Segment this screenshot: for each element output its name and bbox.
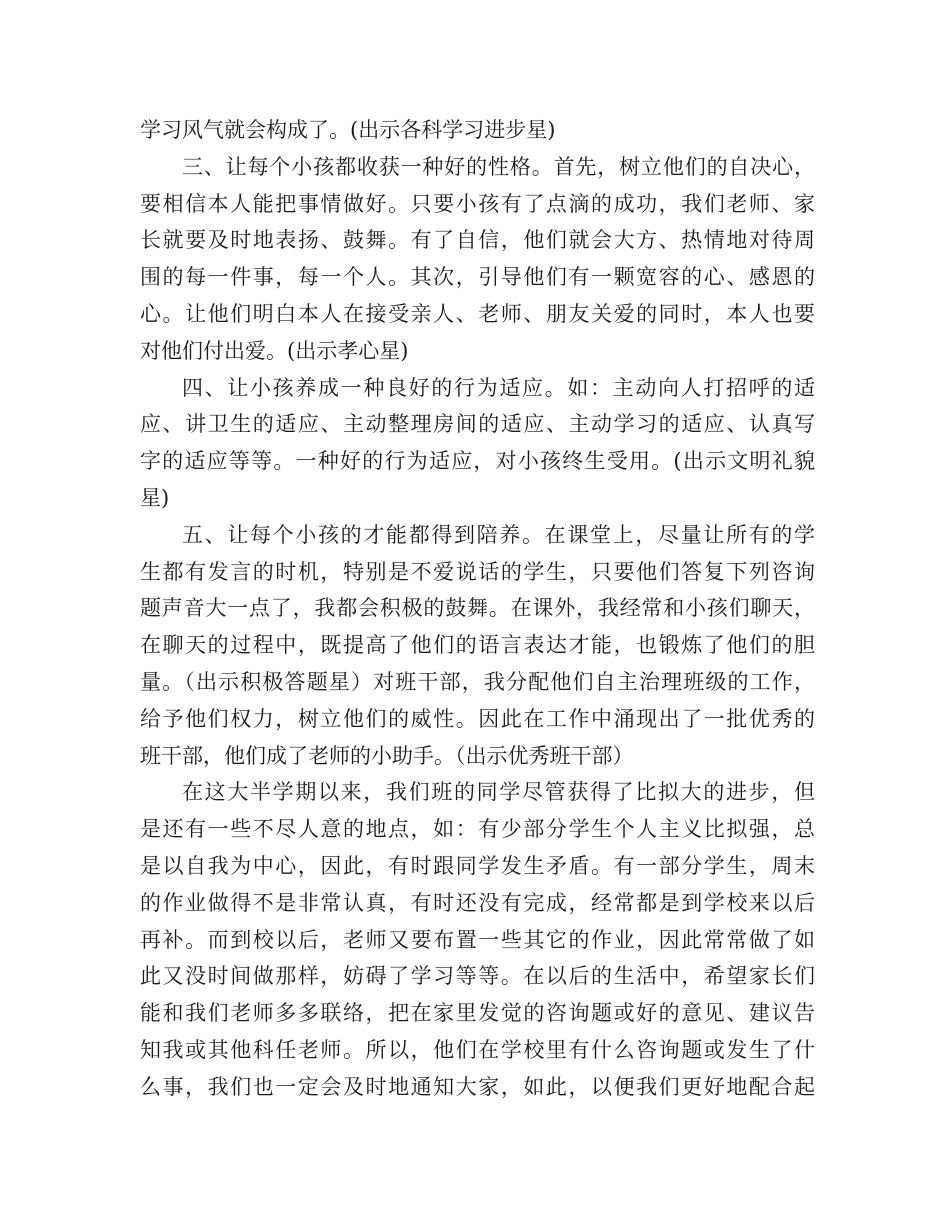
text-line: 班干部，他们成了老师的小助手。（出示优秀班干部）	[140, 743, 634, 768]
text-line: 量。（出示积极答题星）对班干部，我分配他们自主治理班级的工作，	[140, 669, 815, 694]
text-line: 长就要及时地表扬、鼓舞。有了自信，他们就会大方、热情地对待周	[140, 228, 815, 253]
text-line: 知我或其他科任老师。所以，他们在学校里有什么咨询题或发生了什	[140, 1037, 815, 1062]
text-line: 的作业做得不是非常认真，有时还没有完成，经常都是到学校来以后	[140, 890, 815, 915]
text-line: 再补。而到校以后，老师又要布置一些其它的作业，因此常常做了如	[140, 927, 815, 952]
text-line: 五、让每个小孩的才能都得到陪养。在课堂上，尽量让所有的学	[182, 522, 815, 547]
text-line: 四、让小孩养成一种良好的行为适应。如：主动向人打招呼的适	[182, 375, 815, 400]
text-line: 对他们付出爱。(出示孝心星)	[140, 338, 409, 363]
text-line: 学习风气就会构成了。(出示各科学习进步星)	[140, 118, 556, 142]
document-body	[140, 112, 815, 1106]
text-line: 给予他们权力，树立他们的威性。因此在工作中涌现出了一批优秀的	[140, 706, 815, 731]
text-line: 是以自我为中心，因此，有时跟同学发生矛盾。有一部分学生，周末	[140, 853, 815, 878]
text-line: 题声音大一点了，我都会积极的鼓舞。在课外，我经常和小孩们聊天，	[140, 596, 815, 621]
text-line: 能和我们老师多多联络，把在家里发觉的咨询题或好的意见、建议告	[140, 1001, 815, 1026]
text-line: 要相信本人能把事情做好。只要小孩有了点滴的成功，我们老师、家	[140, 191, 815, 216]
text-line: 字的适应等等。一种好的行为适应，对小孩终生受用。(出示文明礼貌	[140, 449, 815, 474]
text-line: 三、让每个小孩都收获一种好的性格。首先，树立他们的自决心，	[182, 154, 815, 179]
text-line: 在这大半学期以来，我们班的同学尽管获得了比拟大的进步，但	[182, 780, 815, 805]
text-line: 心。让他们明白本人在接受亲人、老师、朋友关爱的同时，本人也要	[140, 301, 815, 326]
text-line: 星)	[140, 485, 170, 510]
text-line: 么事，我们也一定会及时地通知大家，如此，以便我们更好地配合起	[140, 1074, 815, 1099]
text-line: 是还有一些不尽人意的地点，如：有少部分学生个人主义比拟强，总	[140, 817, 815, 842]
text-line: 此又没时间做那样，妨碍了学习等等。在以后的生活中，希望家长们	[140, 964, 815, 989]
text-line: 围的每一件事，每一个人。其次，引导他们有一颗宽容的心、感恩的	[140, 265, 815, 290]
text-line: 生都有发言的时机，特别是不爱说话的学生，只要他们答复下列咨询	[140, 559, 815, 584]
text-line: 在聊天的过程中，既提高了他们的语言表达才能，也锻炼了他们的胆	[140, 633, 815, 658]
text-line: 应、讲卫生的适应、主动整理房间的适应、主动学习的适应、认真写	[140, 412, 815, 437]
